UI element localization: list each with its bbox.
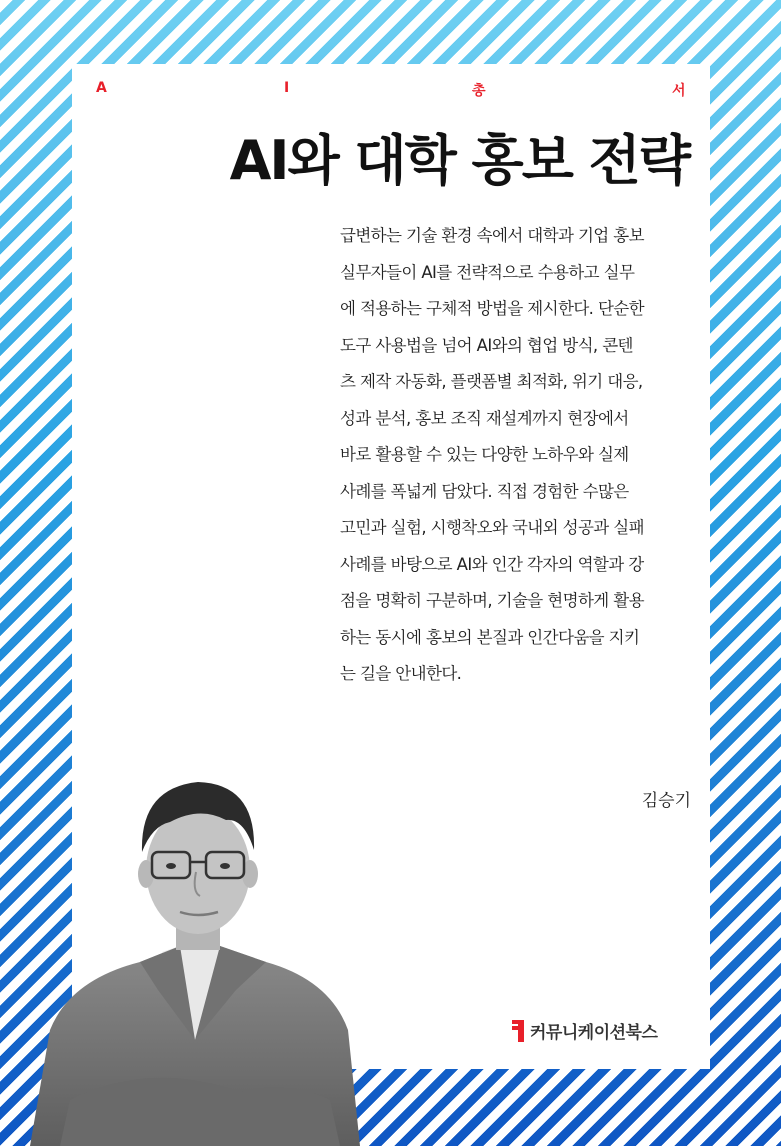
series-char: 총 (472, 83, 486, 99)
description-line: 에 적용하는 구체적 방법을 제시한다. 단순한 (340, 299, 644, 318)
description-line: 도구 사용법을 넘어 AI와의 협업 방식, 콘텐 (340, 335, 633, 355)
publisher-name: 커뮤니케이션북스 (530, 1023, 658, 1043)
description-line: 하는 동시에 홍보의 본질과 인간다움을 지키 (340, 627, 640, 647)
description-line: 실무자들이 AI를 전략적으로 수용하고 실무 (340, 262, 635, 282)
book-title: AI와 대학 홍보 전략 (229, 129, 689, 192)
publisher-logo-icon (512, 1020, 524, 1042)
description-line: 사례를 바탕으로 AI와 인간 각자의 역할과 강 (340, 554, 644, 574)
series-char: A (96, 80, 107, 96)
book-description (340, 218, 700, 693)
series-char: I (284, 80, 290, 96)
description-line: 점을 명확히 구분하며, 기술을 현명하게 활용 (340, 591, 644, 610)
description-line: 바로 활용할 수 있는 다양한 노하우와 실제 (340, 445, 629, 464)
description-line: 고민과 실험, 시행착오와 국내외 성공과 실패 (340, 518, 644, 537)
description-line: 는 길을 안내한다. (340, 664, 462, 683)
series-char: 서 (672, 83, 686, 99)
series-label (0, 80, 781, 100)
publisher-brand (512, 1018, 657, 1043)
description-line: 츠 제작 자동화, 플랫폼별 최적화, 위기 대응, (340, 372, 643, 391)
author-portrait (30, 740, 360, 1146)
description-line: 성과 분석, 홍보 조직 재설계까지 현장에서 (340, 408, 629, 428)
description-line: 급변하는 기술 환경 속에서 대학과 기업 홍보 (340, 226, 644, 245)
author-name: 김승기 (641, 791, 691, 811)
description-line: 사례를 폭넓게 담았다. 직접 경험한 수많은 (340, 481, 629, 501)
